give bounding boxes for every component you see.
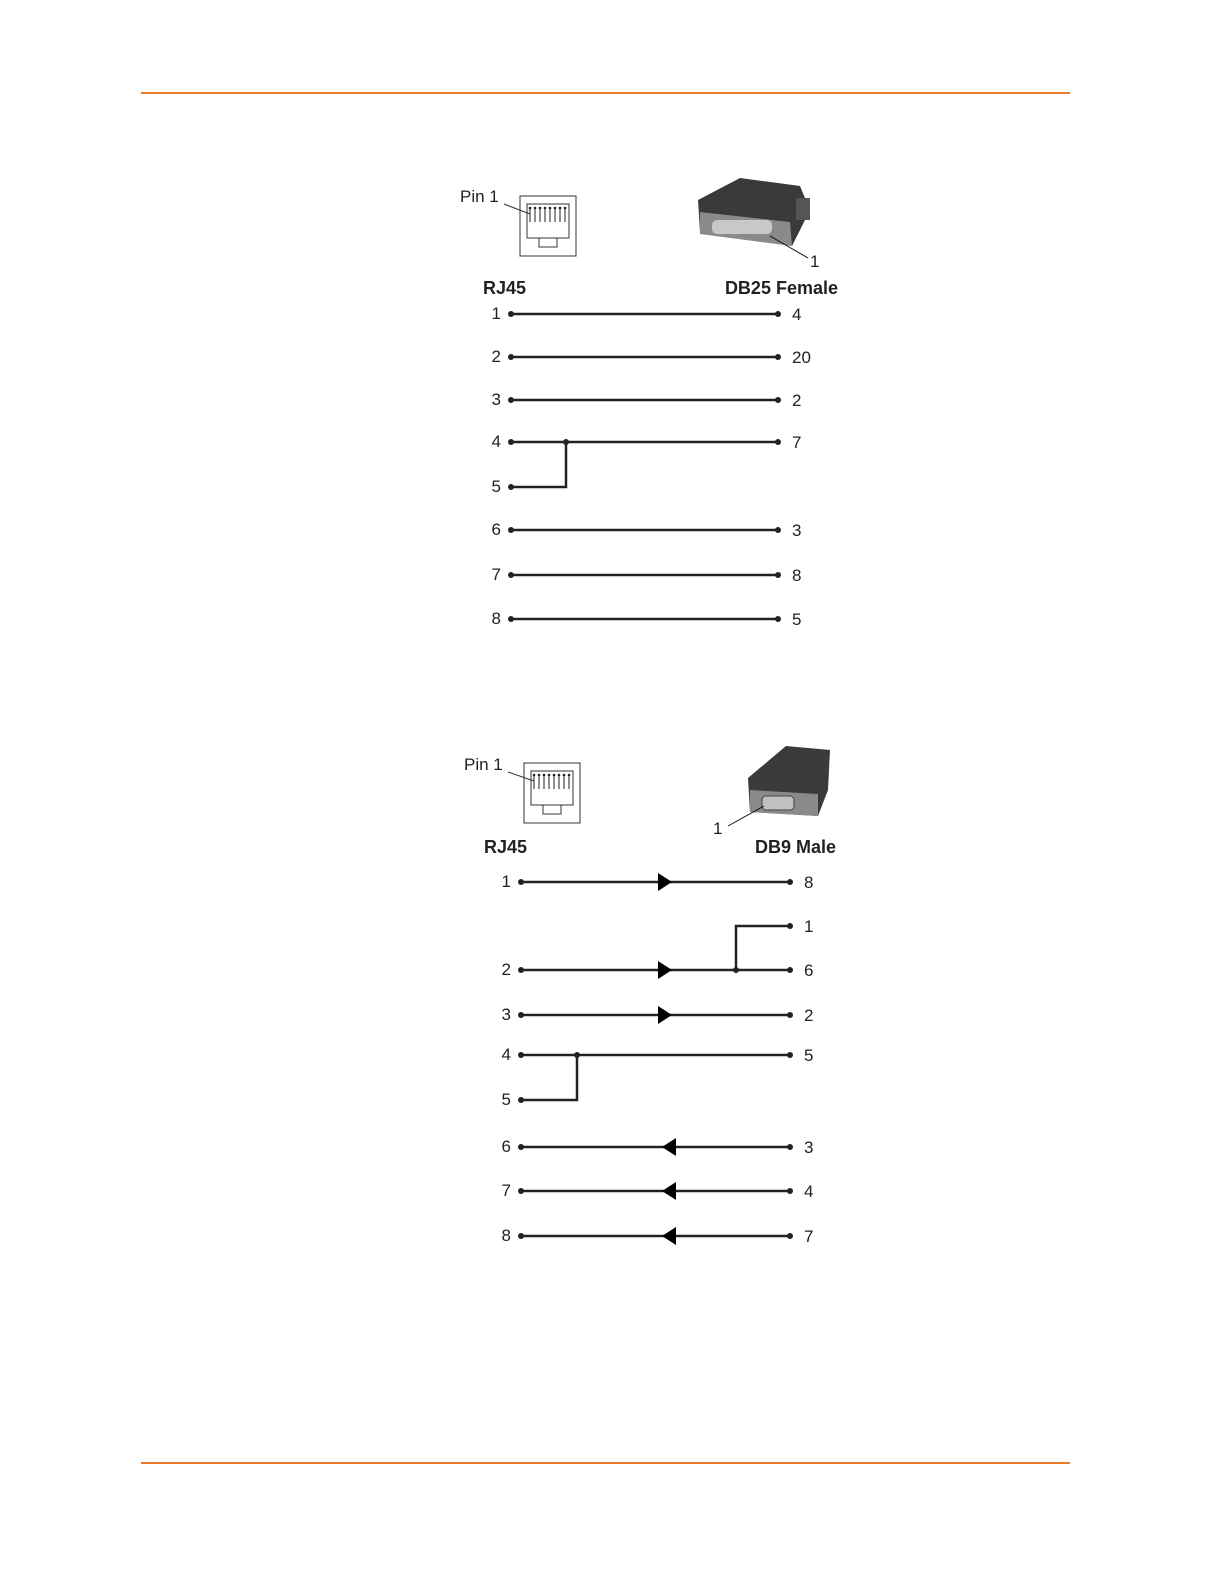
right-header: DB25 Female: [724, 278, 838, 298]
left-pin-label: 6: [491, 520, 501, 539]
rj45-contact-dot: [548, 774, 551, 777]
right-pin-label: 3: [804, 1138, 814, 1157]
junction-dot: [574, 1052, 580, 1058]
arrow-left-icon: [662, 1138, 676, 1156]
rj45-contact-dot: [554, 207, 557, 210]
rj45-contact-dot: [538, 774, 541, 777]
right-header: DB9 Male: [754, 837, 836, 857]
left-pin-label: 8: [501, 1226, 511, 1245]
pin1-label: Pin 1: [460, 187, 499, 206]
left-header: RJ45: [484, 837, 528, 857]
left-pin-dot: [508, 484, 514, 490]
rj45-contact-dot: [568, 774, 571, 777]
left-pin-label: 7: [501, 1181, 511, 1200]
left-pin-label: 2: [501, 960, 511, 979]
right-pin-label: 4: [792, 305, 802, 324]
left-pin-label: 3: [501, 1005, 511, 1024]
branch-wire: [736, 926, 790, 970]
right-pin-label: 3: [792, 521, 802, 540]
connector-pin1-label: 1: [810, 252, 820, 271]
right-pin-label: 8: [804, 873, 814, 892]
connector-pins: [762, 796, 794, 810]
jumper-wire: [511, 442, 566, 487]
left-pin-label: 1: [491, 304, 501, 323]
connector-pin1-label: 1: [713, 819, 723, 838]
left-pin-label: 1: [501, 872, 511, 891]
left-pin-dot: [518, 1097, 524, 1103]
rj45-contact-dot: [559, 207, 562, 210]
left-pin-label: 5: [501, 1090, 511, 1109]
right-pin-label: 2: [792, 391, 802, 410]
connector-screw: [796, 198, 810, 220]
connector-pins: [712, 220, 772, 234]
arrow-right-icon: [658, 1006, 672, 1024]
rj45-contact-dot: [544, 207, 547, 210]
rj45-contact-dot: [553, 774, 556, 777]
rj45-jack-icon: [524, 763, 580, 823]
jumper-wire: [521, 1055, 577, 1100]
rj45-contact-dot: [543, 774, 546, 777]
arrow-left-icon: [662, 1182, 676, 1200]
rj45-contact-dot: [529, 207, 532, 210]
right-pin-label: 7: [792, 433, 802, 452]
left-pin-label: 5: [491, 477, 501, 496]
left-pin-label: 4: [501, 1045, 511, 1064]
rj45-contact-dot: [539, 207, 542, 210]
junction-dot: [563, 439, 569, 445]
right-pin-label: 4: [804, 1182, 814, 1201]
arrow-right-icon: [658, 873, 672, 891]
rj45-jack-icon: [520, 196, 576, 256]
pin1-label: Pin 1: [464, 755, 503, 774]
left-pin-label: 8: [491, 609, 501, 628]
right-pin-label: 5: [804, 1046, 814, 1065]
right-pin-label: 5: [792, 610, 802, 629]
rj45-contact-dot: [533, 774, 536, 777]
left-pin-label: 7: [491, 565, 501, 584]
db25-connector-icon: [698, 178, 810, 246]
arrow-left-icon: [662, 1227, 676, 1245]
left-pin-label: 6: [501, 1137, 511, 1156]
right-pin-label: 1: [804, 917, 814, 936]
left-pin-label: 2: [491, 347, 501, 366]
rj45-contact-dot: [534, 207, 537, 210]
db9-connector-icon: [748, 746, 830, 816]
rj45-contact-dot: [563, 774, 566, 777]
right-pin-label: 8: [792, 566, 802, 585]
right-pin-label: 7: [804, 1227, 814, 1246]
arrow-right-icon: [658, 961, 672, 979]
rj45-contact-dot: [558, 774, 561, 777]
left-pin-label: 4: [491, 432, 501, 451]
right-pin-label: 2: [804, 1006, 814, 1025]
rj45-contact-dot: [564, 207, 567, 210]
left-pin-label: 3: [491, 390, 501, 409]
right-pin-label: 20: [792, 348, 811, 367]
rj45-contact-dot: [549, 207, 552, 210]
pin1-pointer: [728, 806, 764, 826]
right-pin-label: 6: [804, 961, 814, 980]
left-header: RJ45: [483, 278, 527, 298]
